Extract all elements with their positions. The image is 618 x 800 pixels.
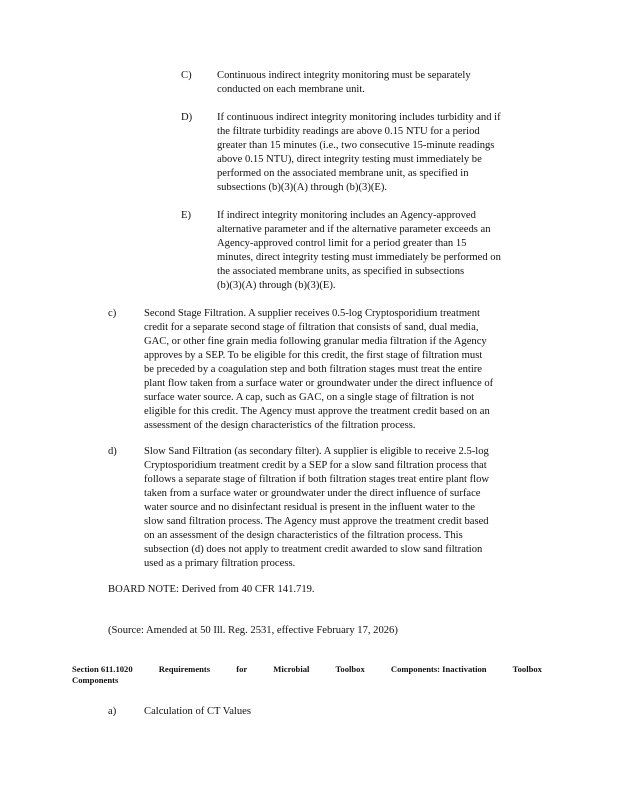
heading-line2: Components <box>72 675 119 685</box>
item-body <box>144 307 542 433</box>
text-line: used as a primary filtration process. <box>144 558 296 569</box>
board-note: BOARD NOTE: Derived from 40 CFR 141.719. <box>108 584 315 595</box>
text-line: subsections (b)(3)(A) through (b)(3)(E). <box>217 182 388 193</box>
heading-word: Components: Inactivation <box>390 664 487 674</box>
item-body <box>144 445 542 571</box>
text-line: approves by a SEP. To be eligible for this credit, the first stage of filtration must <box>144 350 483 361</box>
text-line: greater than 15 minutes (i.e., two consecutive 15-minute readings <box>217 140 495 151</box>
text-line: Continuous indirect integrity monitoring must be separately <box>217 70 471 81</box>
text-line: above 0.15 NTU), direct integrity testing must immediately be <box>217 154 482 165</box>
text-line: Slow Sand Filtration (as secondary filter). A supplier is eligible to receive 2.5-log <box>144 446 489 457</box>
item-label: E) <box>181 210 191 221</box>
text-line: on an assessment of the design characteristics of the filtration process. This <box>144 530 463 541</box>
heading-word: Toolbox <box>335 664 365 674</box>
text-line: plant flow taken from a surface water or groundwater under the direct influence of <box>144 378 494 389</box>
text-line: subsection (d) does not apply to treatment credit awarded to slow sand filtration <box>144 544 483 555</box>
text-line: assessment of the design characteristics of the filtration process. <box>144 420 416 431</box>
text-line: alternative parameter and if the alternative parameter exceeds an <box>217 224 491 235</box>
item-label: c) <box>108 308 117 319</box>
text-line: minutes, direct integrity testing must immediately be performed on <box>217 252 501 263</box>
text-line: Agency-approved control limit for a period greater than 15 <box>217 238 467 249</box>
text-line: water source and no disinfectant residual is present in the influent water to the <box>144 502 475 513</box>
subsection-title: Calculation of CT Values <box>144 706 252 717</box>
heading-word: for <box>236 664 248 674</box>
subsection-label: a) <box>108 706 117 717</box>
source-note: (Source: Amended at 50 Ill. Reg. 2531, effective February 17, 2026) <box>108 625 398 636</box>
text-line: If continuous indirect integrity monitoring includes turbidity and if <box>217 112 501 123</box>
text-line: follows a separate stage of filtration if both filtration stages treat entire plant flow <box>144 474 490 485</box>
text-line: If indirect integrity monitoring includes an Agency-approved <box>217 210 476 221</box>
item-body <box>217 111 541 195</box>
text-line: performed on the associated membrane unit, as specified in <box>217 168 469 179</box>
item-body <box>217 209 541 293</box>
item-label: C) <box>181 70 192 81</box>
text-line: Cryptosporidium treatment credit by a SEP for a slow sand filtration process that <box>144 460 487 471</box>
section-heading <box>72 664 542 686</box>
text-line: eligible for this credit. The Agency must approve the treatment credit based on an <box>144 406 490 417</box>
text-line: surface water source. A cap, such as GAC, on a single stage of filtration is not <box>144 392 475 403</box>
item-label: D) <box>181 112 193 123</box>
text-line: (b)(3)(A) through (b)(3)(E). <box>217 280 336 291</box>
heading-word: Requirements <box>158 664 211 674</box>
text-line: be preceded by a coagulation step and both filtration stages must treat the entire <box>144 364 483 375</box>
text-line: conducted on each membrane unit. <box>217 84 365 95</box>
heading-word: Microbial <box>273 664 310 674</box>
text-line: slow sand filtration process. The Agency must approve the treatment credit based <box>144 516 489 527</box>
text-line: credit for a separate second stage of filtration that consists of sand, dual media, <box>144 322 479 333</box>
section-number: Section 611.1020 <box>72 664 133 674</box>
heading-word: Toolbox <box>512 664 542 674</box>
text-line: GAC, or other fine grain media following granular media filtration if the Agency <box>144 336 487 347</box>
item-body <box>217 69 541 97</box>
text-line: Second Stage Filtration. A supplier receives 0.5-log Cryptosporidium treatment <box>144 308 480 319</box>
text-line: the filtrate turbidity readings are above 0.15 NTU for a period <box>217 126 480 137</box>
text-line: the associated membrane units, as specified in subsections <box>217 266 465 277</box>
text-line: taken from a surface water or groundwater under the direct influence of surface <box>144 488 481 499</box>
item-label: d) <box>108 446 117 457</box>
